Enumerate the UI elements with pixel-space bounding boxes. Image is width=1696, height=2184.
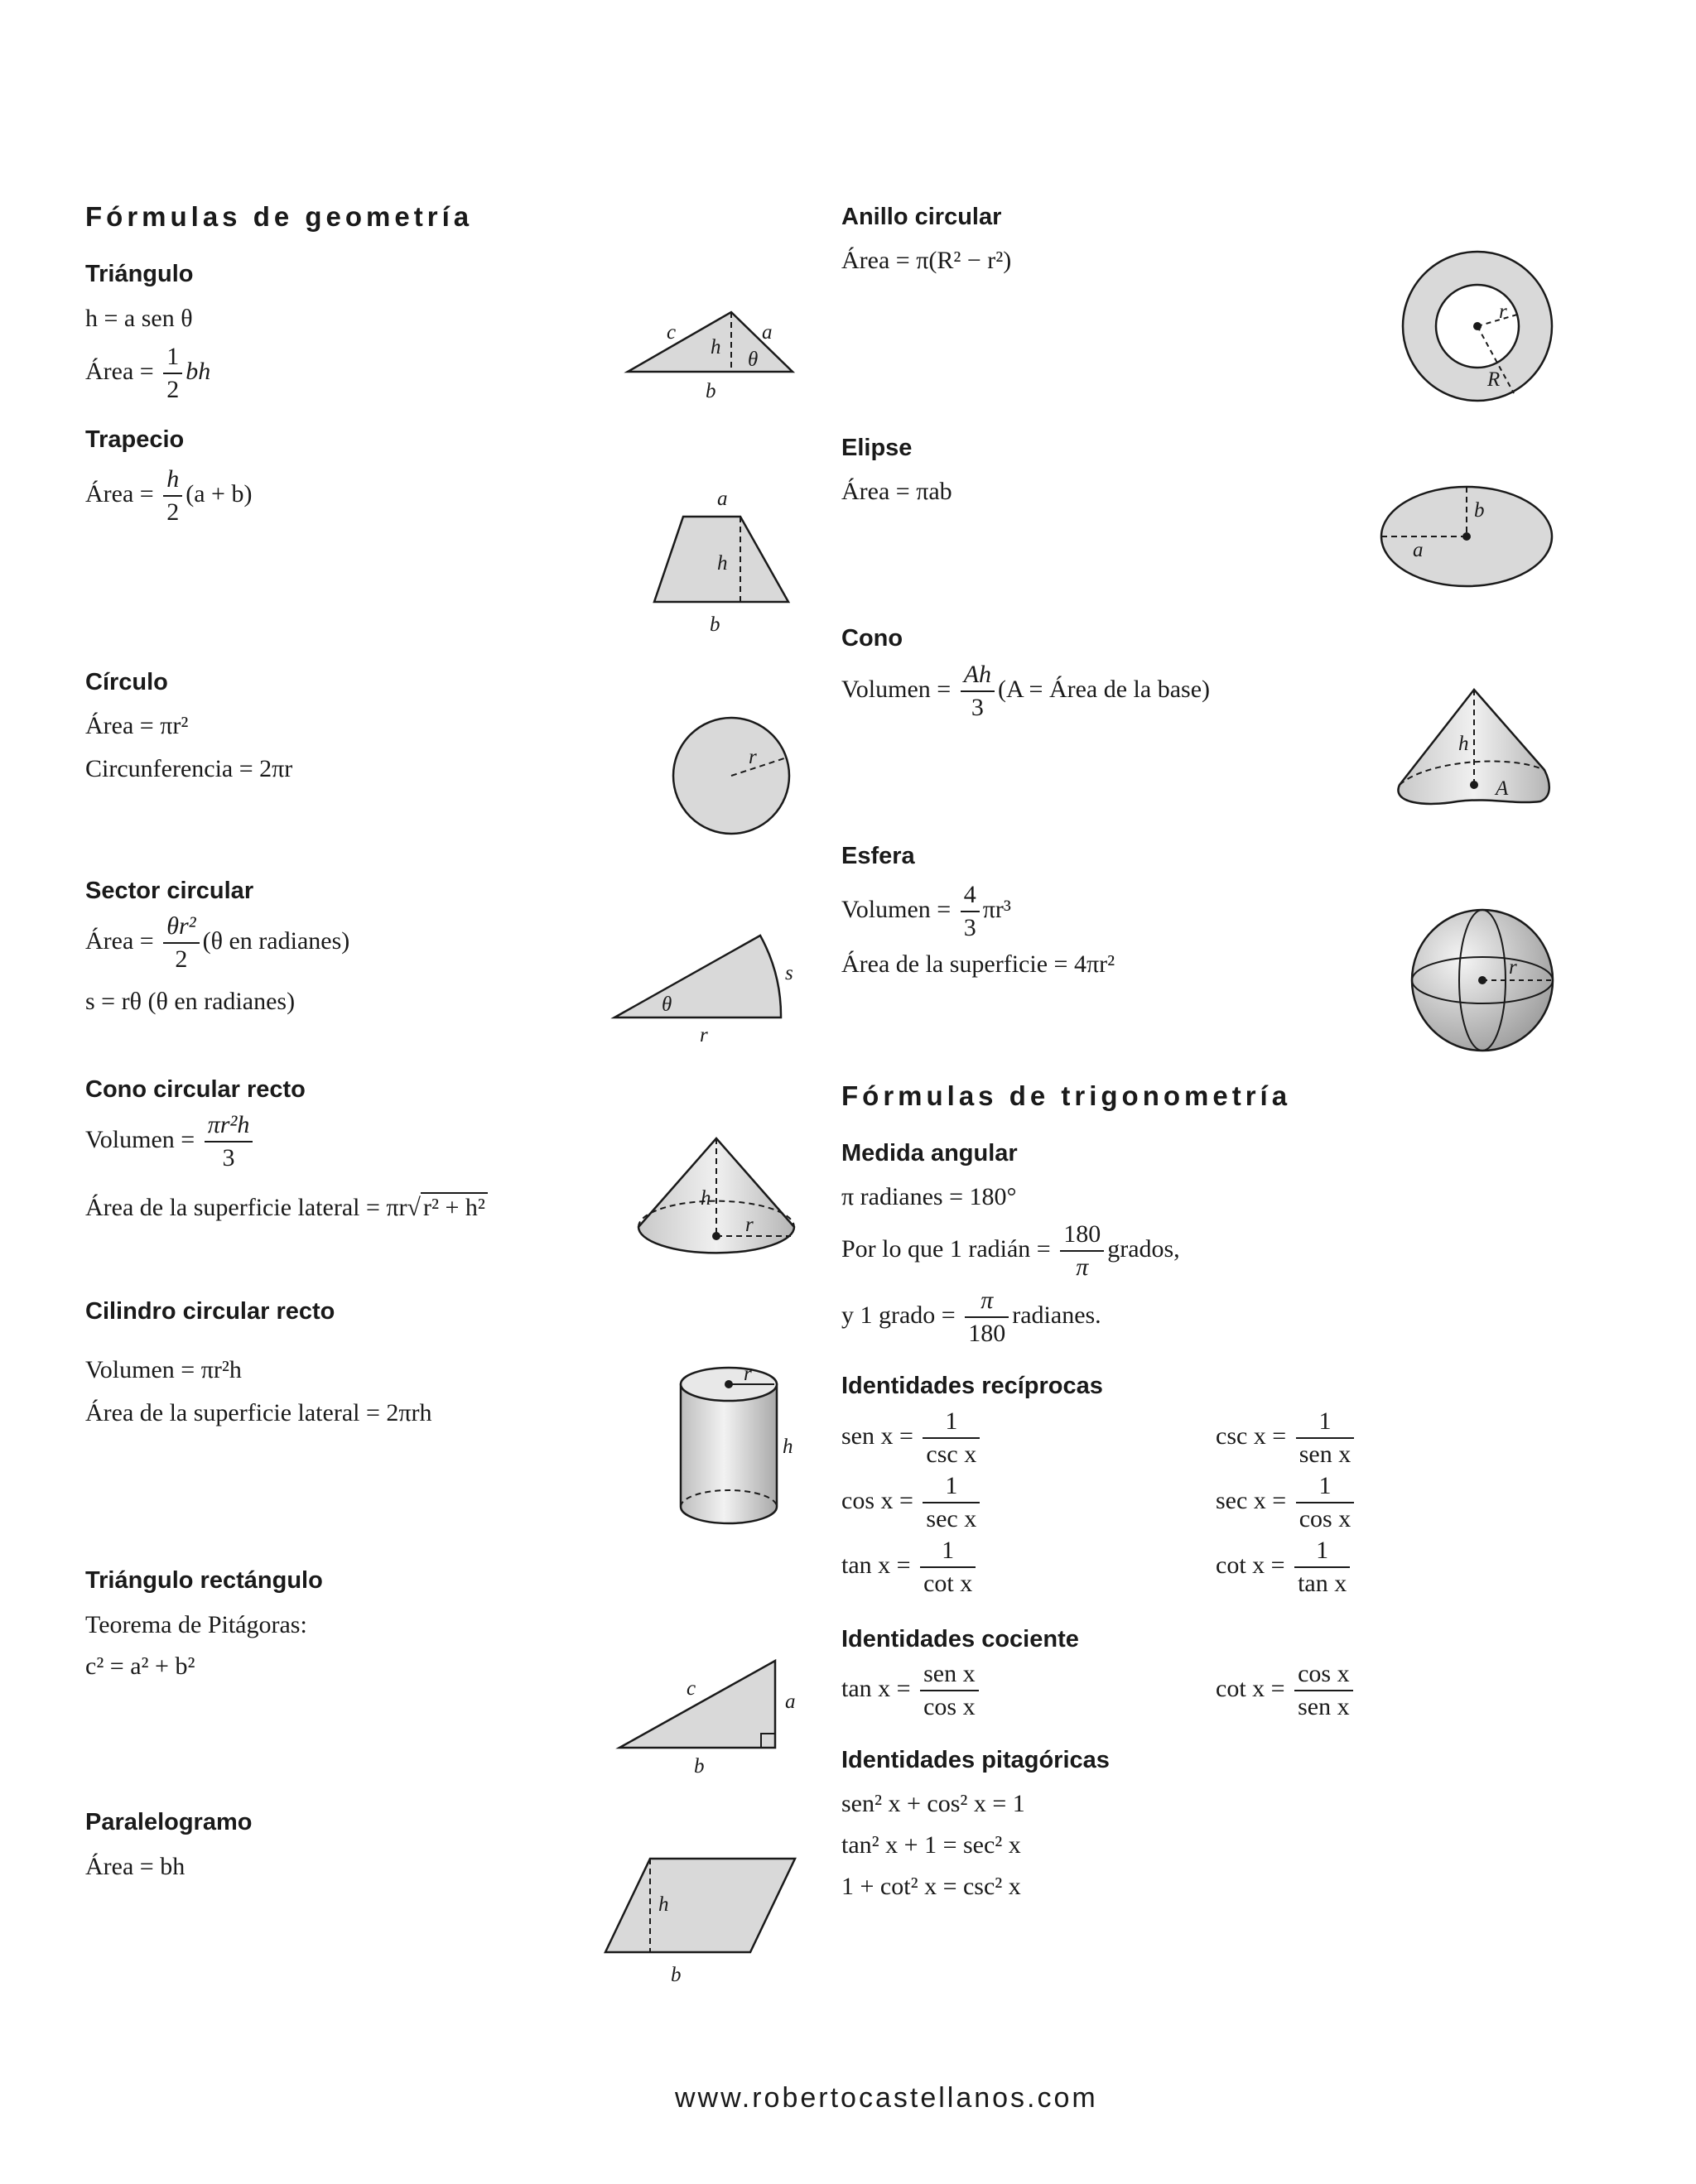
footer-url: www.robertocastellanos.com bbox=[675, 2082, 1098, 2114]
trapezoid-heading: Trapecio bbox=[85, 426, 185, 453]
radian-fraction: $\frac{180}{\pi}$ bbox=[1060, 1219, 1104, 1283]
quotient-tan: tan x = $\frac{\text{sen x}}{\text{cos x}}$ bbox=[841, 1658, 982, 1723]
right-cone-label-h: h bbox=[1458, 733, 1469, 755]
cylinder-lateral-area-formula: Área de la superficie lateral = 2πrh bbox=[85, 1399, 432, 1426]
right-triangle-heading: Triángulo rectángulo bbox=[85, 1567, 323, 1594]
circle-label-r: r bbox=[749, 746, 757, 768]
sphere-surface-formula: Área de la superficie = 4πr² bbox=[841, 950, 1115, 978]
angular-line-2: Por lo que 1 radián = $\frac{180}{\pi}$ grados, bbox=[841, 1219, 1180, 1283]
parallelogram-label-b: b bbox=[671, 1964, 682, 1986]
sphere-figure bbox=[1412, 910, 1553, 1051]
angular-line-1: π radianes = 180° bbox=[841, 1183, 1017, 1210]
cone-lateral-area-formula: Área de la superficie lateral = πr√ r² + h² bbox=[85, 1192, 488, 1224]
degree-fraction: $\frac{\pi}{180}$ bbox=[965, 1285, 1009, 1349]
identity-sec: sec x = $\frac{1}{\text{cos x}}$ bbox=[1216, 1470, 1357, 1535]
triangle-label-a: a bbox=[762, 321, 773, 344]
right-triangle-label-b: b bbox=[694, 1755, 705, 1778]
sector-label-r: r bbox=[700, 1024, 708, 1046]
annulus-label-r: r bbox=[1499, 301, 1507, 323]
parallelogram-label-h: h bbox=[658, 1893, 669, 1916]
cone-label-r: r bbox=[745, 1214, 754, 1236]
cylinder-figure bbox=[681, 1363, 793, 1523]
sphere-heading: Esfera bbox=[841, 843, 915, 869]
annulus-area-formula: Área = π(R² − r²) bbox=[841, 247, 1012, 274]
parallelogram-figure bbox=[605, 1859, 795, 1986]
circle-area-formula: Área = πr² bbox=[85, 712, 189, 739]
cylinder-label-r: r bbox=[744, 1363, 752, 1385]
parallelogram-area-formula: Área = bh bbox=[85, 1853, 186, 1880]
pythagorean-heading: Identidades pitagóricas bbox=[841, 1747, 1110, 1773]
circle-heading: Círculo bbox=[85, 669, 168, 695]
sector-arc-formula: s = rθ (θ en radianes) bbox=[85, 988, 296, 1015]
angular-line-3: y 1 grado = $\frac{\pi}{180}$ radianes. bbox=[841, 1285, 1101, 1349]
annulus-label-R: R bbox=[1487, 368, 1501, 391]
ellipse-area-formula: Área = πab bbox=[841, 478, 952, 505]
right-triangle-label-c: c bbox=[687, 1677, 696, 1700]
circle-circumference-formula: Circunferencia = 2πr bbox=[85, 755, 293, 782]
right-cone-figure bbox=[1398, 690, 1549, 804]
quotient-heading: Identidades cociente bbox=[841, 1626, 1079, 1652]
cone-figure bbox=[638, 1138, 794, 1253]
annulus-heading: Anillo circular bbox=[841, 204, 1002, 230]
circle-figure bbox=[673, 718, 789, 834]
pythagorean-1: sen² x + cos² x = 1 bbox=[841, 1790, 1025, 1817]
trapezoid-area-fraction: $\frac{h}{2}$ bbox=[163, 464, 182, 528]
sector-label-theta: θ bbox=[662, 993, 672, 1016]
ellipse-figure bbox=[1381, 487, 1552, 586]
pythagoras-label: Teorema de Pitágoras: bbox=[85, 1611, 307, 1638]
sector-label-s: s bbox=[785, 962, 793, 984]
cylinder-heading: Cilindro circular recto bbox=[85, 1298, 335, 1325]
cone-heading: Cono circular recto bbox=[85, 1076, 306, 1103]
sector-heading: Sector circular bbox=[85, 878, 254, 904]
triangle-height-formula: h = a sen θ bbox=[85, 305, 193, 332]
right-cone-label-A: A bbox=[1496, 777, 1509, 800]
cylinder-volume-formula: Volumen = πr²h bbox=[85, 1356, 242, 1383]
sector-figure bbox=[614, 936, 793, 1046]
cone-label-h: h bbox=[701, 1187, 711, 1210]
cylinder-label-h: h bbox=[783, 1436, 793, 1458]
right-cone-volume-fraction: $\frac{Ah}{3}$ bbox=[961, 659, 995, 724]
trapezoid-label-a: a bbox=[717, 488, 728, 510]
pythagorean-2: tan² x + 1 = sec² x bbox=[841, 1831, 1021, 1859]
triangle-figure bbox=[628, 312, 793, 402]
cone-volume-formula: Volumen = $\frac{\text{πr²h}}{3}$ bbox=[85, 1109, 256, 1174]
identity-tan: tan x = $\frac{1}{\text{cot x}}$ bbox=[841, 1535, 979, 1600]
geometry-title: Fórmulas de geometría bbox=[85, 201, 474, 232]
cone-volume-fraction: $\frac{\text{πr²h}}{3}$ bbox=[205, 1109, 253, 1174]
sphere-volume-fraction: $\frac{4}{3}$ bbox=[961, 879, 980, 944]
square-root-sign: √ bbox=[407, 1194, 421, 1221]
parallelogram-heading: Paralelogramo bbox=[85, 1809, 253, 1835]
trapezoid-label-b: b bbox=[710, 613, 720, 636]
right-triangle-figure bbox=[619, 1661, 796, 1778]
triangle-area-formula: Área = $\frac{1}{2}$ bh bbox=[85, 341, 210, 406]
annulus-figure bbox=[1403, 252, 1552, 401]
triangle-label-c: c bbox=[667, 321, 677, 344]
ellipse-heading: Elipse bbox=[841, 435, 913, 461]
triangle-label-theta: θ bbox=[748, 349, 759, 371]
trapezoid-figure bbox=[654, 488, 788, 636]
pythagorean-3: 1 + cot² x = csc² x bbox=[841, 1873, 1021, 1900]
angular-heading: Medida angular bbox=[841, 1140, 1018, 1167]
triangle-heading: Triángulo bbox=[85, 261, 194, 287]
quotient-cot: cot x = $\frac{\text{cos x}}{\text{sen x}}$ bbox=[1216, 1658, 1356, 1723]
sector-area-fraction: $\frac{\text{θr²}}{2}$ bbox=[163, 911, 199, 975]
identity-sen: sen x = $\frac{1}{\text{csc x}}$ bbox=[841, 1406, 983, 1470]
trapezoid-area-formula: Área = $\frac{h}{2}$ (a + b) bbox=[85, 464, 252, 528]
trig-title: Fórmulas de trigonometría bbox=[841, 1080, 1292, 1111]
triangle-area-fraction: $\frac{1}{2}$ bbox=[163, 341, 182, 406]
right-cone-heading: Cono bbox=[841, 625, 903, 652]
triangle-label-h: h bbox=[711, 336, 721, 358]
trapezoid-label-h: h bbox=[717, 552, 728, 575]
identity-csc: csc x = $\frac{1}{\text{sen x}}$ bbox=[1216, 1406, 1357, 1470]
reciprocal-heading: Identidades recíprocas bbox=[841, 1373, 1103, 1399]
sphere-volume-formula: Volumen = $\frac{4}{3}$ πr³ bbox=[841, 879, 1011, 944]
pythagoras-formula: c² = a² + b² bbox=[85, 1652, 195, 1680]
ellipse-label-b: b bbox=[1474, 499, 1485, 522]
right-triangle-label-a: a bbox=[785, 1691, 796, 1713]
right-cone-volume-formula: Volumen = $\frac{Ah}{3}$ (A = Área de la base) bbox=[841, 659, 1210, 724]
sector-area-formula: Área = $\frac{\text{θr²}}{2}$ (θ en radianes) bbox=[85, 911, 349, 975]
triangle-label-b: b bbox=[706, 380, 716, 402]
ellipse-label-a: a bbox=[1413, 539, 1424, 561]
sphere-label-r: r bbox=[1509, 956, 1517, 979]
identity-cos: cos x = $\frac{1}{\text{sec x}}$ bbox=[841, 1470, 983, 1535]
identity-cot: cot x = $\frac{1}{\text{tan x}}$ bbox=[1216, 1535, 1353, 1600]
